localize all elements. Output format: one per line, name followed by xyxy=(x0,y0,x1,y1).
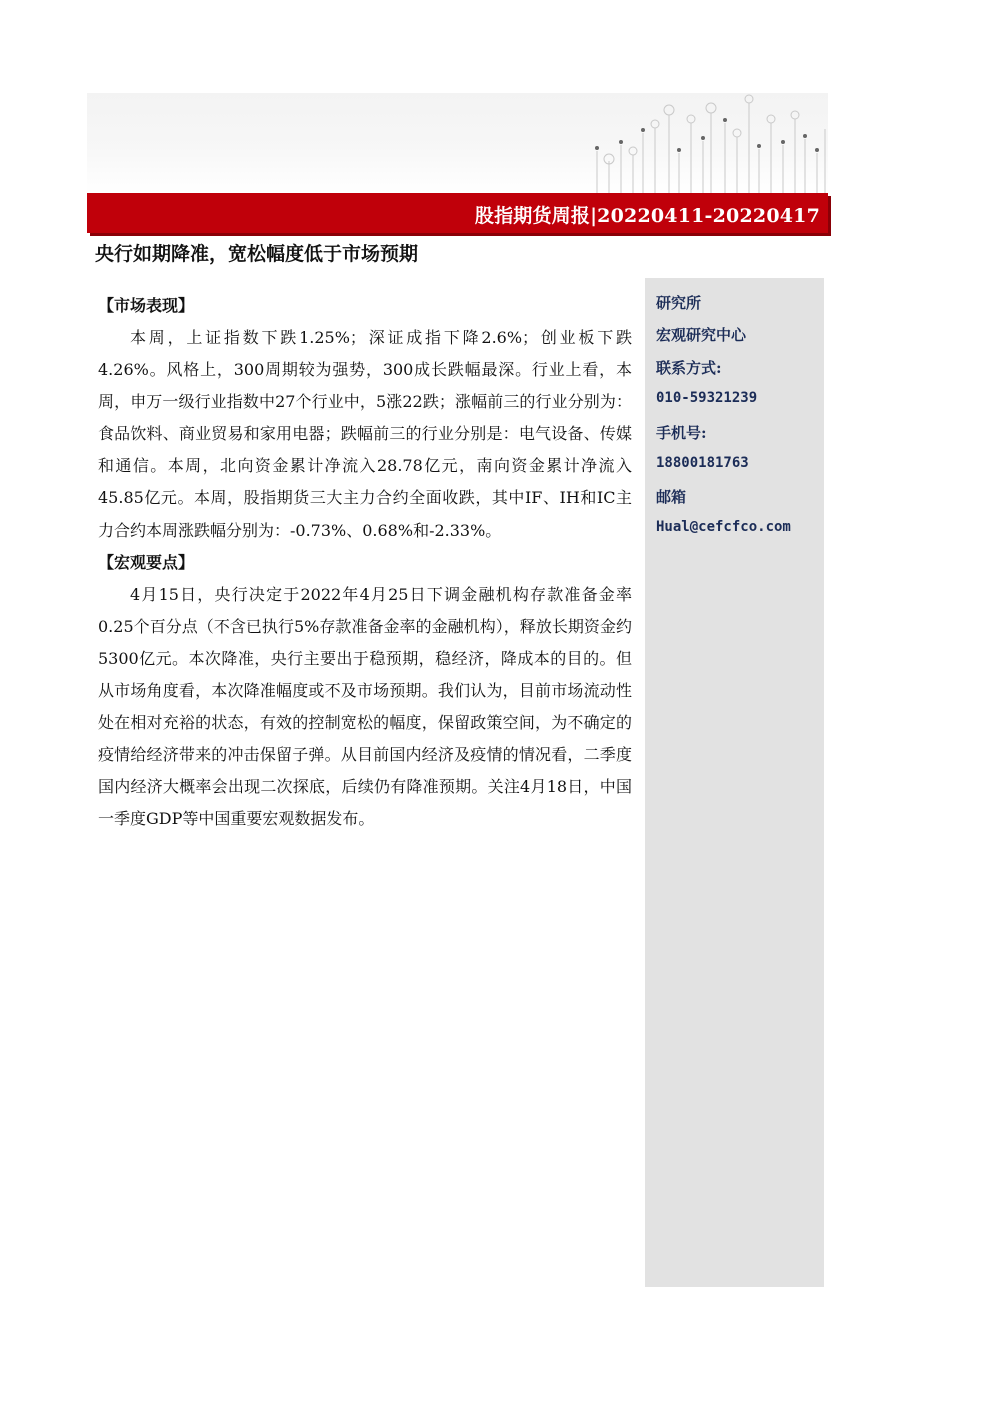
sidebar-item-mobile-label: 手机号: xyxy=(656,424,707,442)
report-title: 股指期货周报|20220411-20220417 xyxy=(474,205,820,227)
page-headline: 央行如期降准，宽松幅度低于市场预期 xyxy=(95,243,419,265)
report-title-bar xyxy=(87,193,828,233)
sidebar-item-mobile: 18800181763 xyxy=(656,455,749,471)
sidebar-item-department: 宏观研究中心 xyxy=(656,326,747,344)
sidebar-item-contact-label: 联系方式: xyxy=(656,359,722,377)
header-banner xyxy=(87,93,828,193)
sidebar-item-email-label: 邮箱 xyxy=(656,488,687,506)
section-body-macro: 4月15日，央行决定于2022年4月25日下调金融机构存款准备金率0.25个百分点（不含已执行5%存款准备金率的金融机构），释放长期资金约5300亿元。本次降准，央行主要出于稳预期，稳经济，降成本的目的。但从市场角度看，本次降准幅度或不及市场预期。我们认为，目前市场流动性处在相对充裕的状态，有效的控制宽松的幅度，保留政策空间，为不确定的疫情给经济带来的冲击保留子弹。从目前国内经济及疫情的情况看，二季度国内经济大概率会出现二次探底，后续仍有降准预期。关注4月18日，中国一季度GDP等中国重要宏观数据发布。 xyxy=(98,584,632,829)
sidebar-item-institute: 研究所 xyxy=(656,294,702,312)
decorative-circles-graphic xyxy=(577,93,828,193)
main-content xyxy=(98,290,632,835)
sidebar-item-phone: 010-59321239 xyxy=(656,390,758,406)
section-title-market: 【市场表现】 xyxy=(98,296,195,315)
contact-sidebar xyxy=(645,278,824,1287)
sidebar-item-email: Hual@cefcfco.com xyxy=(656,519,791,535)
section-title-macro: 【宏观要点】 xyxy=(98,552,195,572)
section-body-market: 本周，上证指数下跌1.25%；深证成指下降2.6%；创业板下跌4.26%。风格上，300周期较为强势，300成长跌幅最深。行业上看，本周，申万一级行业指数中27个行业中，5涨22跌；涨幅前三的行业分别为：食品饮料、商业贸易和家用电器；跌幅前三的行业分别是：电气设备、传媒和通信。本周，北向资金累计净流入28.78亿元，南向资金累计净流入45.85亿元。本周，股指期货三大主力合约全面收跌，其中IF、IH和IC主力合约本周涨跌幅分别为：-0.73%、0.68%和-2.33%。 xyxy=(98,328,632,540)
